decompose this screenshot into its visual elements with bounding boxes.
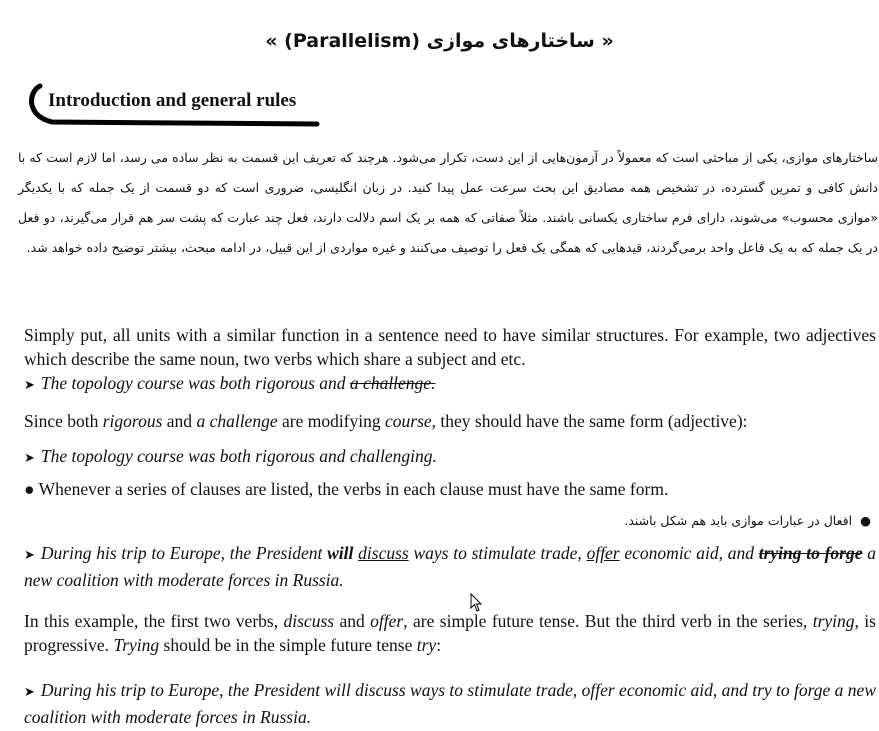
persian-rule-bullet <box>471 513 871 528</box>
italic-term: course <box>385 411 432 431</box>
text-run: economic aid, and <box>619 543 759 563</box>
bullet-icon: ● <box>860 513 871 528</box>
italic-term: try <box>416 635 437 655</box>
text-run: , are simple future tense. But the third verb in the series, <box>403 611 813 631</box>
bold-term: will <box>327 543 354 563</box>
rule-bullet <box>24 477 876 501</box>
page-title: « ساختارهای موازی (Parallelism) » <box>265 30 614 52</box>
text-run: During his trip to Europe, the President <box>40 543 328 563</box>
text-run: : <box>436 635 442 655</box>
example-text: The topology course was both rigorous and <box>40 373 350 393</box>
arrowhead-icon: ➤ <box>24 685 35 700</box>
italic-term: rigorous <box>102 411 163 431</box>
rule-text: Whenever a series of clauses are listed, the verbs in each clause must have the same form. <box>38 479 669 499</box>
mouse-cursor-icon <box>470 593 484 613</box>
example-correct-2 <box>24 678 876 729</box>
struck-text: trying to forge <box>758 543 863 563</box>
example-correct-1 <box>24 444 876 471</box>
italic-term: offer <box>370 611 404 631</box>
section-heading: Introduction and general rules <box>48 90 297 111</box>
italic-term: a challenge <box>196 411 278 431</box>
text-run: ways to stimulate trade, <box>408 543 587 563</box>
example-text: During his trip to Europe, the President will discuss ways to stimulate trade, offer economic aid, and try to forge a new coalition with moderate forces in Russia. <box>24 680 876 727</box>
text-run: Since both <box>24 411 103 431</box>
bullet-icon: ● <box>24 479 35 499</box>
explanation-paragraph-2 <box>24 609 876 657</box>
struck-text: a challenge. <box>349 373 436 393</box>
text-run: In this example, the first two verbs, <box>24 611 284 631</box>
example-incorrect-2 <box>24 541 876 592</box>
text-run: , is progressive. <box>24 611 876 655</box>
example-incorrect-1 <box>24 371 876 398</box>
text-run: should be in the simple future tense <box>159 635 417 655</box>
italic-term: discuss <box>283 611 335 631</box>
example-text: The topology course was both rigorous and challenging. <box>40 446 437 466</box>
persian-rule-text: افعال در عبارات موازی باید هم شکل باشند. <box>624 513 853 528</box>
italic-term: Trying <box>113 635 160 655</box>
explanation-paragraph-1 <box>24 409 876 433</box>
text-run: a new coalition with moderate forces in Russia. <box>24 543 877 590</box>
underlined-term: offer <box>586 543 620 563</box>
arrowhead-icon: ➤ <box>24 378 35 393</box>
italic-term: trying <box>812 611 855 631</box>
arrowhead-icon: ➤ <box>24 451 35 466</box>
text-run: , they should have the same form (adjective): <box>431 411 748 431</box>
persian-intro-paragraph: ساختارهای موازی، یکی از مباحثی است که معمولاً در آزمون‌هایی از این دست، تکرار می‌شود. هرچند که تعریف این قسمت به نظر ساده می رسد، اما لازم است که با دانش کافی و تمرین گسترده، در تشخیص همه مصادیق این بحث سرعت عمل پیدا کنید. در زبان انگلیسی، ضروری است که دو قسمت از یک جمله که با یکدیگر «موازی محسوب» می‌شوند، دارای فرم ساختاری یکسانی باشند. مثلاً صفاتی که همه بر یک اسم دلالت دارند، فعل چند عبارت که پشت سر هم قرار می‌گیرند، دو فعل در یک جمله که به یک فاعل واحد برمی‌گردند، قیدهایی که همگی یک فعل را توصیف می‌کنند و غیره مواردی از این قبیل، در ادامه مبحث، بیشتر توضیح داده خواهد شد. <box>18 150 878 255</box>
underlined-term: discuss <box>358 543 409 563</box>
text-run: are modifying <box>277 411 385 431</box>
text-run: and <box>162 411 197 431</box>
text-run: and <box>334 611 371 631</box>
arrowhead-icon: ➤ <box>24 548 35 563</box>
intro-paragraph-english: Simply put, all units with a similar function in a sentence need to have similar structures. For example, two adjectives which describe the same noun, two verbs which share a subject and etc. <box>24 325 876 369</box>
